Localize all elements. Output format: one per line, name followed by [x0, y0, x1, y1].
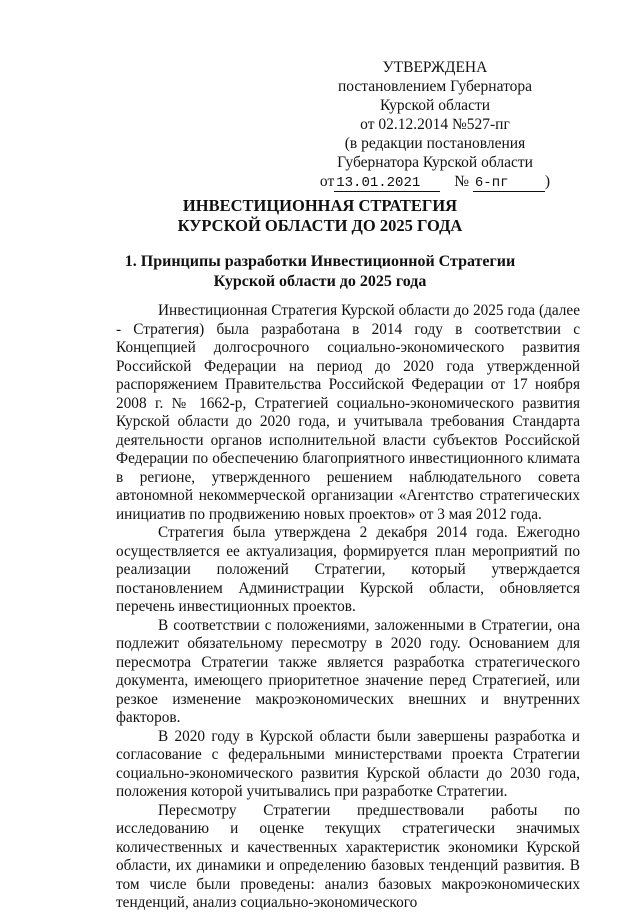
- document-title-line-1: ИНВЕСТИЦИОННАЯ СТРАТЕГИЯ: [182, 196, 458, 215]
- approval-from-label: от: [319, 173, 335, 190]
- paragraph: Стратегия была утверждена 2 декабря 2014 года. Ежегодно осуществляется ее актуализация, формируется план мероприятий по реализации положений Стратегии, который утверждается постановлением Администрации Курской области, обновляется перечень инвестиционных проектов.: [116, 524, 580, 615]
- section-heading-line-2: Курской области до 2025 года: [213, 273, 427, 290]
- approval-line-3: от 02.12.2014 №527-пг: [360, 116, 510, 133]
- paragraph: Пересмотру Стратегии предшествовали работы по исследованию и оценке текущих стратегически значимых количественных и качественных характеристик экономики Курской области, их динамики и определению базовых тенденций развития. В том числе были проведены: анализ базовых макроэкономических тенденций, анализ социально-экономического: [116, 801, 580, 911]
- paragraph: В соответствии с положениями, заложенными в Стратегии, она подлежит обязательному пересмотру в 2020 году. Основанием для пересмотра Стратегии также является разработка стратегического документа, имеющего приоритетное значение перед Стратегией, или резкое изменение макроэкономических внешних и внутренних факторов.: [116, 616, 580, 726]
- document-body: [116, 302, 580, 913]
- approval-heading: УТВЕРЖДЕНА: [382, 59, 488, 76]
- section-heading-line-1: 1. Принципы разработки Инвестиционной Стратегии: [124, 253, 516, 270]
- approval-stamp: [300, 58, 570, 192]
- approval-line-2: Курской области: [379, 97, 491, 114]
- paragraph: В 2020 году в Курской области были завершены разработка и согласование с федеральными министерствами проекта Стратегии социально-экономического развития Курской области до 2030 года, положения которой учитывались при разработке Стратегии.: [116, 727, 580, 800]
- paragraph: Инвестиционная Стратегия Курской области до 2025 года (далее - Стратегия) была разработана в 2014 году в соответствии с Концепцией долгосрочного социально-экономического развития Российской Федерации на период до 2020 года утвержденной распоряжением Правительства Российской Федерации от 17 ноября 2008 г. № 1662-р, Стратегией социально-экономического развития Курской области до 2020 года, и учитывала требования Стандарта деятельности органов исполнительной власти субъектов Российской Федерации по обеспечению благоприятного инвестиционного климата в регионе, утвержденного решением наблюдательного совета автономной некоммерческой организации «Агентство стратегических инициатив по продвижению новых проектов» от 3 мая 2012 года.: [116, 302, 580, 523]
- approval-closing-paren: ): [544, 173, 551, 190]
- document-title-line-2: КУРСКОЙ ОБЛАСТИ ДО 2025 ГОДА: [177, 216, 463, 235]
- document-title: [60, 196, 580, 236]
- approval-date-line: [300, 172, 570, 192]
- section-heading: [60, 252, 580, 292]
- approval-number-label: №: [454, 173, 470, 190]
- approval-line-5: Губернатора Курской области: [337, 154, 533, 171]
- approval-date-value: 13.01.2021: [334, 176, 440, 192]
- approval-line-4: (в редакции постановления: [344, 135, 526, 152]
- approval-number-value: 6-пг: [473, 176, 545, 192]
- approval-line-1: постановлением Губернатора: [337, 78, 533, 95]
